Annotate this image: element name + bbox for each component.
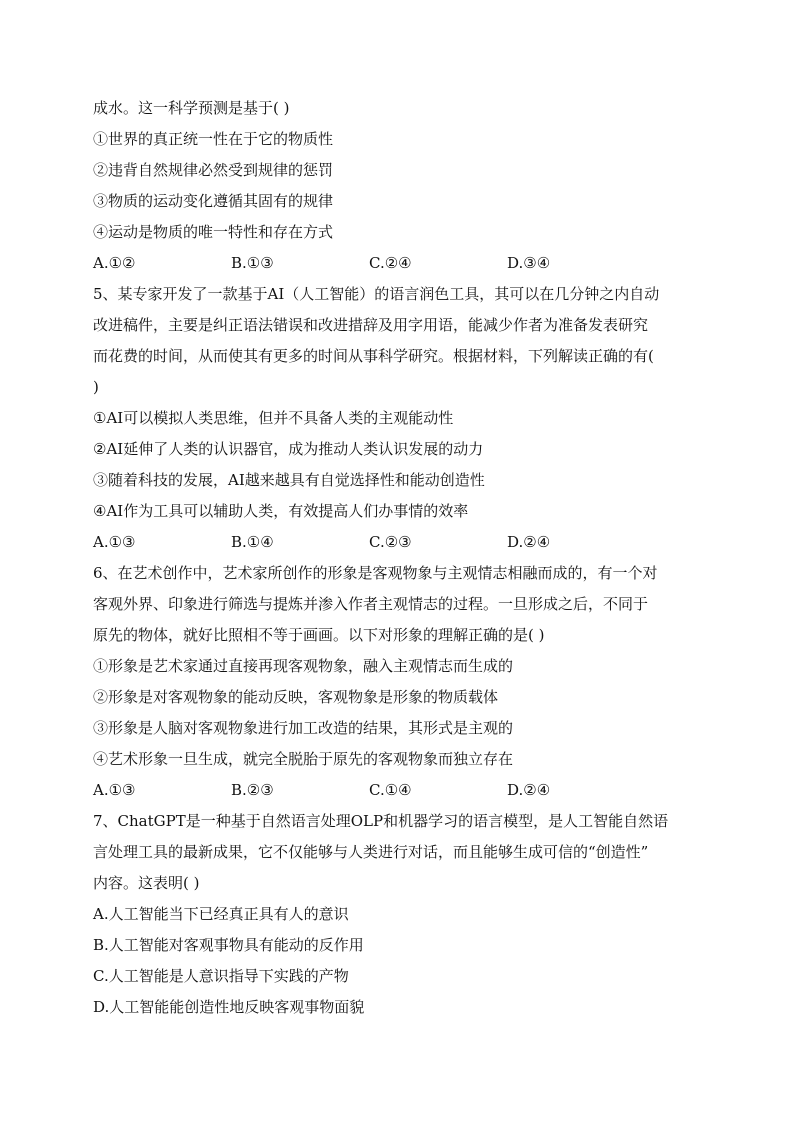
question-4-item-1: ①世界的真正统一性在于它的物质性 [93,130,334,148]
question-5-option-d: D.②④ [507,533,551,551]
question-5-item-2: ②AI延伸了人类的认识器官，成为推动人类认识发展的动力 [93,440,484,458]
question-4-option-b: B.①③ [231,254,274,272]
question-4-stem-tail: 成水。这一科学预测是基于( ) [93,99,290,117]
question-5-stem-line-2: 改进稿件，主要是纠正语法错误和改进措辞及用字用语，能减少作者为准备发表研究 [93,316,649,334]
question-4-item-2: ②违背自然规律必然受到规律的惩罚 [93,161,334,179]
question-4-item-3: ③物质的运动变化遵循其固有的规律 [93,192,334,210]
question-7-option-a: A.人工智能当下已经真正具有人的意识 [93,905,349,923]
question-6-option-a: A.①③ [93,781,136,799]
question-6-stem-line-3: 原先的物体，就好比照相不等于画画。以下对形象的理解正确的是( ) [93,626,545,644]
exam-page [93,93,713,1023]
question-6-option-c: C.①④ [369,781,412,799]
question-7-option-d: D.人工智能能创造性地反映客观事物面貌 [93,998,365,1016]
question-5-option-b: B.①④ [231,533,274,551]
question-5-stem-line-3: 而花费的时间，从而使其有更多的时间从事科学研究。根据材料，下列解读正确的有( [93,347,654,365]
question-6-item-2: ②形象是对客观物象的能动反映，客观物象是形象的物质载体 [93,688,499,706]
question-6-item-1: ①形象是艺术家通过直接再现客观物象，融入主观情志而生成的 [93,657,514,675]
question-5 [93,279,713,558]
question-5-options [93,527,713,558]
question-4-item-4: ④运动是物质的唯一特性和存在方式 [93,223,334,241]
question-5-item-1: ①AI可以模拟人类思维，但并不具备人类的主观能动性 [93,409,454,427]
question-7-stem-line-3: 内容。这表明( ) [93,874,200,892]
question-6-item-4: ④艺术形象一旦生成，就完全脱胎于原先的客观物象而独立存在 [93,750,514,768]
question-6-option-d: D.②④ [507,781,551,799]
question-7-stem-line-1: 7、ChatGPT是一种基于自然语言处理OLP和机器学习的语言模型，是人工智能自然语 [93,812,669,830]
question-5-stem-line-1: 5、某专家开发了一款基于AI（人工智能）的语言润色工具，其可以在几分钟之内自动 [93,285,660,303]
question-5-option-c: C.②③ [369,533,412,551]
question-6-option-b: B.②③ [231,781,274,799]
question-5-item-3: ③随着科技的发展，AI越来越具有自觉选择性和能动创造性 [93,471,485,489]
question-6-stem-line-2: 客观外界、印象进行筛选与提炼并渗入作者主观情志的过程。一旦形成之后，不同于 [93,595,649,613]
question-4-option-a: A.①② [93,254,136,272]
question-7 [93,806,713,1023]
question-4-options [93,248,713,279]
question-6-item-3: ③形象是人脑对客观物象进行加工改造的结果，其形式是主观的 [93,719,514,737]
question-4 [93,93,713,279]
question-5-item-4: ④AI作为工具可以辅助人类，有效提高人们办事情的效率 [93,502,469,520]
question-6-options [93,775,713,806]
question-4-option-c: C.②④ [369,254,412,272]
question-6 [93,558,713,806]
question-5-stem-line-4: ) [93,378,99,396]
question-5-option-a: A.①③ [93,533,136,551]
question-7-option-c: C.人工智能是人意识指导下实践的产物 [93,967,349,985]
question-7-option-b: B.人工智能对客观事物具有能动的反作用 [93,936,364,954]
question-4-option-d: D.③④ [507,254,551,272]
question-7-stem-line-2: 言处理工具的最新成果，它不仅能够与人类进行对话，而且能够生成可信的“创造性” [93,843,649,861]
question-6-stem-line-1: 6、在艺术创作中，艺术家所创作的形象是客观物象与主观情志相融而成的，有一个对 [93,564,658,582]
